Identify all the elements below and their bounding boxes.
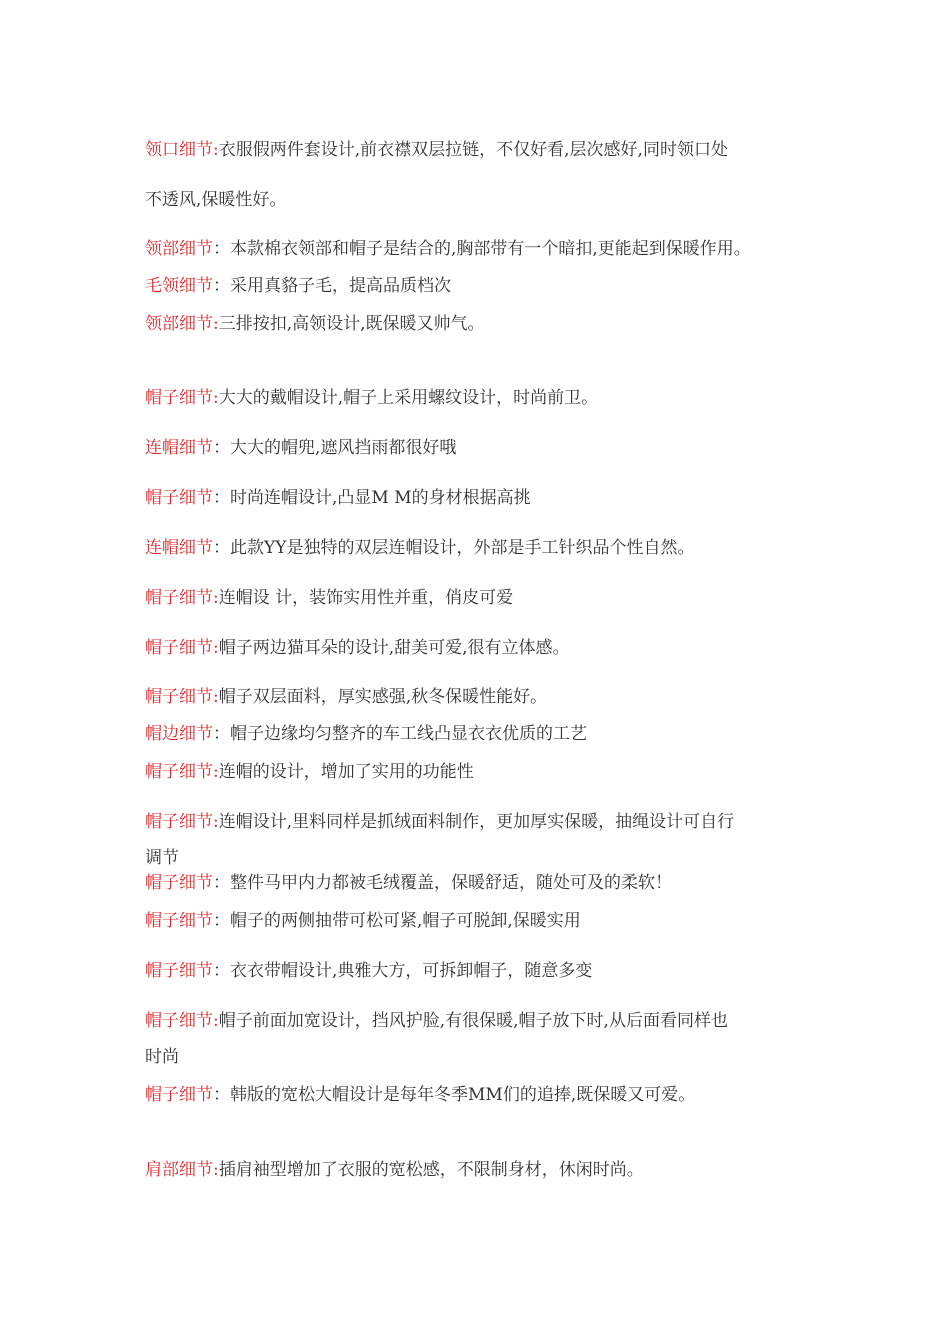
detail-separator: ：: [213, 1085, 230, 1105]
detail-line: [145, 1159, 825, 1181]
detail-line: [145, 387, 825, 409]
detail-text: 帽子前面加宽设计，挡风护脸,有很保暖,帽子放下时,从后面看同样也: [218, 1011, 728, 1031]
detail-text: 插肩袖型增加了衣服的宽松感，不限制身材，休闲时尚。: [218, 1160, 644, 1180]
detail-separator: :: [213, 812, 219, 832]
detail-label: 帽子细节: [145, 961, 213, 981]
detail-label: 帽子细节: [145, 911, 213, 931]
detail-separator: ：: [213, 438, 230, 458]
detail-text: 时尚: [145, 1047, 179, 1067]
detail-line: [145, 637, 825, 659]
detail-separator: :: [213, 388, 219, 408]
detail-label: 肩部细节: [145, 1160, 213, 1180]
detail-text: 帽子的两侧抽带可松可紧,帽子可脱卸,保暖实用: [230, 911, 581, 931]
detail-label: 领口细节: [145, 140, 213, 160]
detail-line: [145, 1046, 825, 1068]
detail-text: 大大的帽兜,遮风挡雨都很好哦: [230, 438, 457, 458]
detail-label: 帽子细节: [145, 488, 213, 508]
detail-separator: ：: [213, 276, 230, 296]
detail-label: 帽子细节: [145, 1085, 213, 1105]
detail-separator: :: [213, 314, 219, 334]
detail-label: 帽子细节: [145, 687, 213, 707]
detail-text: 帽子边缘均匀整齐的车工线凸显衣衣优质的工艺: [230, 724, 587, 744]
detail-separator: :: [213, 1011, 219, 1031]
detail-label: 帽子细节: [145, 762, 213, 782]
detail-text: 时尚连帽设计,凸显M M的身材根据高挑: [230, 488, 531, 508]
detail-separator: :: [213, 638, 219, 658]
detail-label: 领部细节: [145, 314, 213, 334]
detail-label: 帽子细节: [145, 388, 213, 408]
detail-line: [145, 686, 825, 708]
detail-text: 衣衣带帽设计,典雅大方，可拆卸帽子，随意多变: [230, 961, 593, 981]
detail-separator: ：: [213, 873, 230, 893]
detail-text: 本款棉衣领部和帽子是结合的,胸部带有一个暗扣,更能起到保暖作用。: [230, 239, 751, 259]
detail-line: [145, 847, 825, 869]
detail-line: [145, 1084, 825, 1106]
detail-line: [145, 872, 825, 894]
detail-text: 不透风,保暖性好。: [145, 190, 287, 210]
detail-text: 此款YY是独特的双层连帽设计，外部是手工针织品个性自然。: [230, 538, 695, 558]
detail-text: 连帽设计,里料同样是抓绒面料制作，更加厚实保暖，抽绳设计可自行: [218, 812, 735, 832]
detail-line: [145, 960, 825, 982]
detail-separator: ：: [213, 538, 230, 558]
detail-line: [145, 537, 825, 559]
detail-line: [145, 313, 825, 335]
detail-label: 帽子细节: [145, 1011, 213, 1031]
detail-separator: ：: [213, 911, 230, 931]
detail-separator: ：: [213, 488, 230, 508]
detail-text: 帽子双层面料，厚实感强,秋冬保暖性能好。: [218, 687, 548, 707]
detail-separator: :: [213, 1160, 219, 1180]
detail-separator: :: [213, 140, 219, 160]
detail-line: [145, 487, 825, 509]
detail-text: 连帽的设计，增加了实用的功能性: [218, 762, 474, 782]
detail-text: 韩版的宽松大帽设计是每年冬季MM们的追捧,既保暖又可爱。: [230, 1085, 696, 1105]
detail-separator: :: [213, 762, 219, 782]
detail-line: [145, 1010, 825, 1032]
detail-line: [145, 761, 825, 783]
detail-line: [145, 238, 825, 260]
detail-text: 整件马甲内力都被毛绒覆盖，保暖舒适，随处可及的柔软！: [230, 873, 672, 893]
detail-text: 帽子两边猫耳朵的设计,甜美可爱,很有立体感。: [218, 638, 570, 658]
detail-label: 帽子细节: [145, 588, 213, 608]
detail-line: [145, 723, 825, 745]
detail-line: [145, 275, 825, 297]
detail-label: 帽子细节: [145, 812, 213, 832]
detail-separator: ：: [213, 961, 230, 981]
detail-label: 连帽细节: [145, 538, 213, 558]
detail-label: 帽子细节: [145, 638, 213, 658]
detail-text: 大大的戴帽设计,帽子上采用螺纹设计，时尚前卫。: [218, 388, 599, 408]
detail-text: 采用真貉子毛，提高品质档次: [230, 276, 451, 296]
detail-line: [145, 811, 825, 833]
detail-separator: ：: [213, 724, 230, 744]
detail-line: [145, 139, 825, 161]
detail-text: 三排按扣,高领设计,既保暖又帅气。: [218, 314, 485, 334]
detail-text: 衣服假两件套设计,前衣襟双层拉链，不仅好看,层次感好,同时领口处: [218, 140, 728, 160]
detail-label: 毛领细节: [145, 276, 213, 296]
detail-label: 帽边细节: [145, 724, 213, 744]
detail-line: [145, 437, 825, 459]
detail-line: [145, 587, 825, 609]
detail-line: [145, 189, 825, 211]
detail-separator: :: [213, 687, 219, 707]
detail-separator: ：: [213, 239, 230, 259]
detail-text: 调节: [145, 848, 179, 868]
detail-label: 领部细节: [145, 239, 213, 259]
detail-label: 帽子细节: [145, 873, 213, 893]
detail-text: 连帽设 计，装饰实用性并重，俏皮可爱: [218, 588, 514, 608]
detail-label: 连帽细节: [145, 438, 213, 458]
detail-separator: :: [213, 588, 219, 608]
detail-line: [145, 910, 825, 932]
